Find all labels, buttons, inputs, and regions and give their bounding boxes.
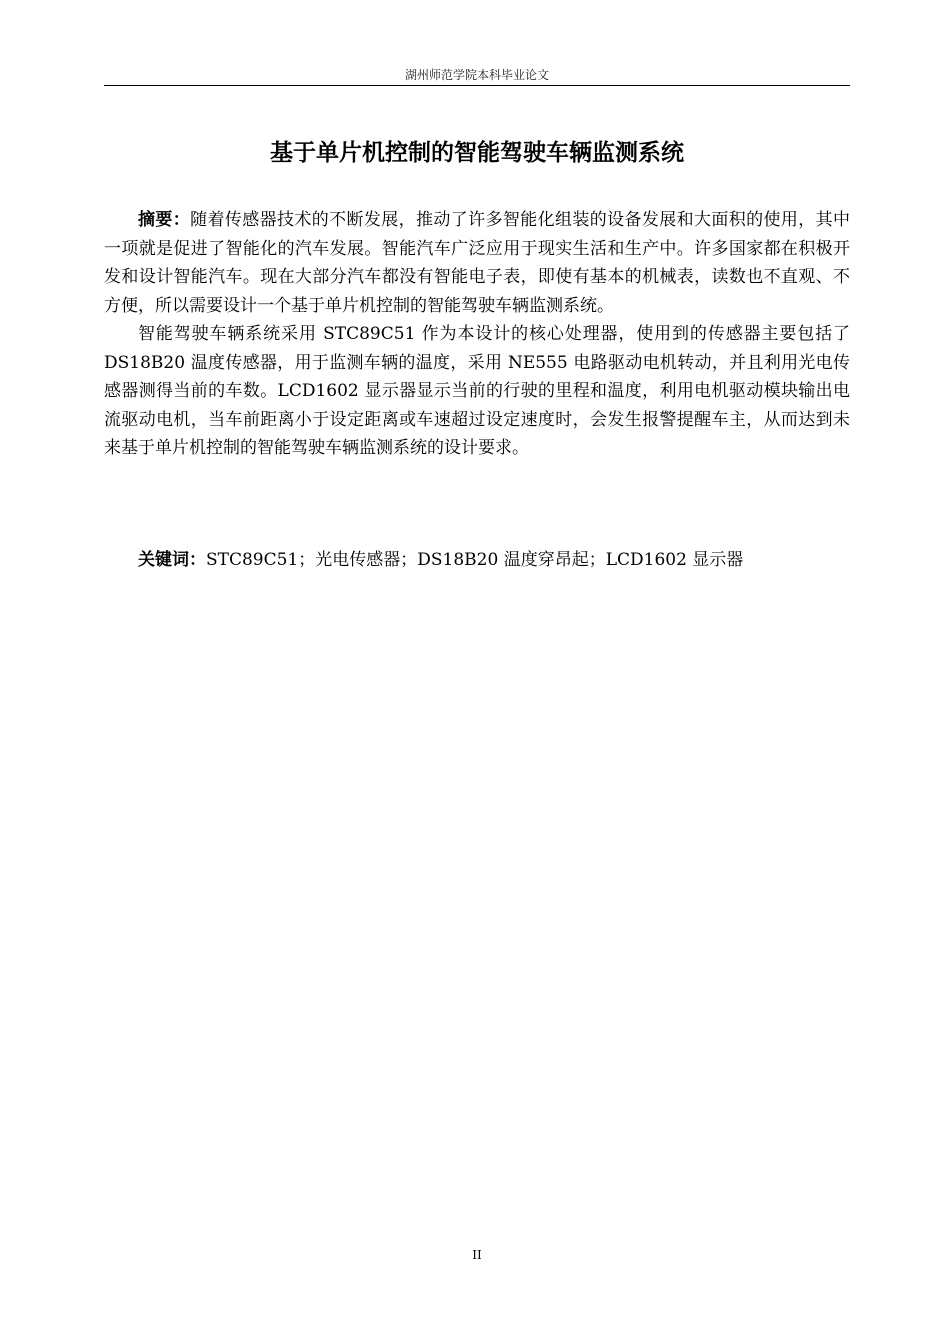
paper-title: 基于单片机控制的智能驾驶车辆监测系统 <box>270 140 684 166</box>
page-number: II <box>472 1248 482 1262</box>
keywords-label: 关键词： <box>138 550 206 570</box>
abstract-paragraph-1-text: 随着传感器技术的不断发展，推动了许多智能化组装的设备发展和大面积的使用，其中一项就是促进了智能化的汽车发展。智能汽车广泛应用于现实生活和生产中。许多国家都在积极开发和设计智能汽车。现在大部分汽车都没有智能电子表，即使有基本的机械表，读数也不直观、不方便，所以需要设计一个基于单片机控制的智能驾驶车辆监测系统。 <box>104 210 850 316</box>
keywords-text: STC89C51；光电传感器；DS18B20 温度穿昂起；LCD1602 显示器 <box>206 550 744 570</box>
abstract-paragraph-2: 智能驾驶车辆系统采用 STC89C51 作为本设计的核心处理器，使用到的传感器主要包括了 DS18B20 温度传感器，用于监测车辆的温度，采用 NE555 电路驱动电机转动，并且利用光电传感器测得当前的车数。LCD1602 显示器显示当前的行驶的里程和温度，利用电机驱动模块输出电流驱动电机，当车前距离小于设定距离或车速超过设定速度时，会发生报警提醒车主，从而达到未来基于单片机控制的智能驾驶车辆监测系统的设计要求。 <box>104 324 850 458</box>
abstract-label: 摘要： <box>138 210 191 230</box>
keywords-line <box>104 546 850 574</box>
running-header: 湖州师范学院本科毕业论文 <box>404 68 549 82</box>
abstract-paragraph-1 <box>104 206 850 320</box>
abstract-section <box>104 206 850 463</box>
header-rule <box>104 85 850 86</box>
